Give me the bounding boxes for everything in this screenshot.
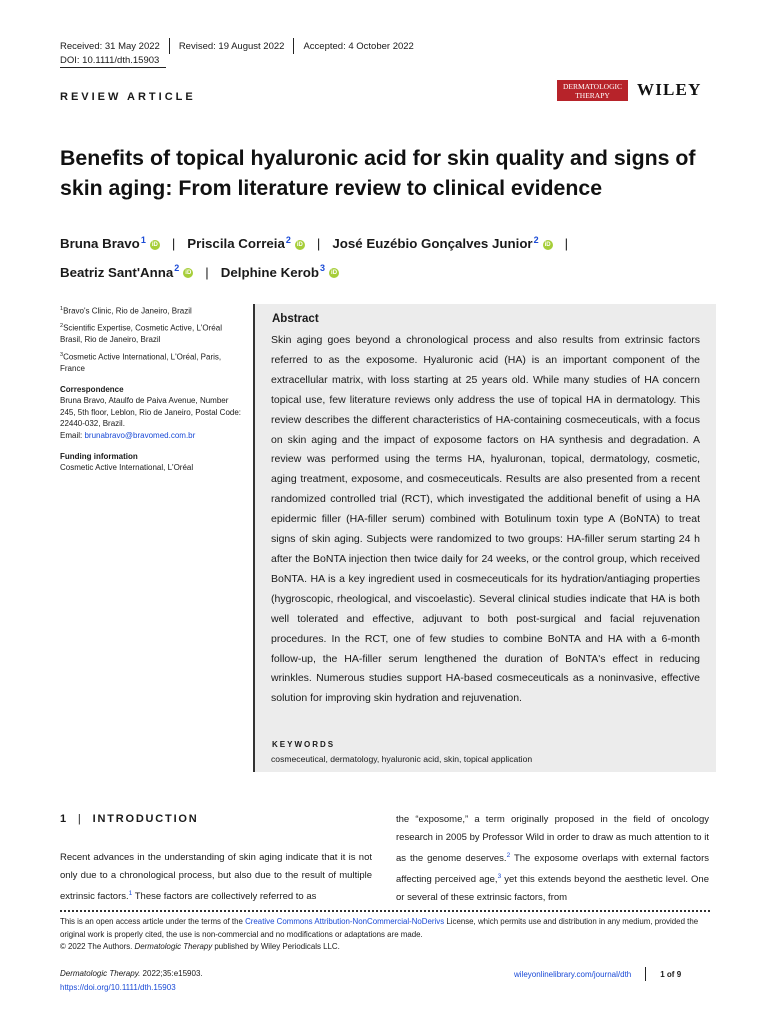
journal-site-link[interactable]: wileyonlinelibrary.com/journal/dth [514,969,632,979]
article-title: Benefits of topical hyaluronic acid for skin quality and signs of skin aging: From literature review to clinical evidence [60,146,696,200]
orcid-icon[interactable]: iD [544,241,551,248]
affiliation: $^2$Scientific Expertise, Cosmetic Active, L'Oréal Brasil, Rio de Janeiro, Brazil [60,323,222,345]
citation-link[interactable]: 1 [128,890,133,897]
affiliation: $^1$Bravo's Clinic, Rio de Janeiro, Brazil [60,306,192,316]
article-info-sidebar [60,304,245,478]
journal-logo-line2: THERAPY [575,90,610,100]
publisher-logo[interactable]: WILEY [637,80,702,99]
received-date: Received: 31 May 2022 [60,40,160,52]
correspondence-text: Bruna Bravo, Ataulfo de Paiva Avenue, Number 245, 5th floor, Leblon, Rio de Janeiro, Postal Code: 22440-032, Brazil. Email: brunabravo@bravomed.com.br [60,396,242,440]
orcid-icon[interactable]: iD [296,241,303,248]
divider [645,967,646,981]
body-text-right: the “exposome,” a term originally proposed in the field of oncology research in 2005 by Professor Wild in order to draw as much attention to it as the genome deserves.$^2$ The exposome overlaps with external factors affecting perceived age,$^3$ yet this extends beyond the aesthetic level. One or several of these extrinsic factors, from [396,814,709,904]
divider [293,38,294,54]
orcid-icon[interactable]: iD [185,270,192,277]
citation-link[interactable]: 2 [506,852,511,859]
email-link[interactable]: brunabravo@bravomed.com.br [84,430,196,440]
correspondence-heading: Correspondence [60,385,124,394]
journal-logo-line1: DERMATOLOGIC [562,81,623,91]
author[interactable]: José Euzébio Gonçalves Junior$^2$ iD [332,235,551,252]
section-heading: 1 | INTRODUCTION [60,813,199,825]
author[interactable]: Delphine Kerob$^3$ iD [220,263,338,280]
abstract-text: Skin aging goes beyond a chronological process and also results from extrinsic factors referred to as the exposome. Hyaluronic acid (HA) is an important component of the extracellular matrix, with loss starting at 25 years old. While many studies of HA concern topical use, few literature reviews only address the use of topical HA in dermatology. This review describes the different characteristics of HA-containing cosmeceuticals, with a focus on skin aging and the impact of exposome factors on HA synthesis and degradation. A review was performed using the terms HA, hyaluronan, topical, dermatology, cosmetic, aging treatment, exposome, and cosmeceuticals. Results are also presented from a recent randomized controlled trial (RCT), which investigated the additional benefit of using a HA epidermic filler (HA-filler serum) combined with Botulinum toxin type A (BoNTA) to treat signs of skin aging. Subjects were randomized to two groups: HA-filler serum starting 24 h after the BoNTA injection then twice daily for 24 weeks, or the control group, which received BoNTA. HA is a key ingredient used in cosmeceuticals for its hydration/antiaging properties (hygroscopic, rheological, and viscoelastic). Several clinical studies indicate that HA is both well tolerated and effective, adjuvant to both post-surgical and facial rejuvenation procedures. In the RCT, one of few studies to combine BoNTA and HA with a 6-month follow-up, the HA-filler serum lengthened the duration of BoNTA's effect in reducing wrinkles. Numerous studies support HA-based cosmeceuticals as a noninvasive, effective solution for improving skin hydration and rejuvenation. [271,334,700,705]
orcid-icon[interactable]: iD [331,270,338,277]
license-link[interactable]: Creative Commons Attribution-NonCommercial-NoDerivs [245,917,445,926]
affiliation: $^3$Cosmetic Active International, L'Oréal, Paris, France [60,351,222,373]
publication-dates [60,38,414,54]
footer-citation: Dermatologic Therapy. 2022;35:e15903. https://doi.org/10.1111/dth.15903 [60,969,203,992]
keywords-heading: KEYWORDS [272,740,336,749]
divider [169,38,170,54]
citation-link[interactable]: 3 [497,873,502,881]
license-note: This is an open access article under the terms of the Creative Commons Attribution-NonCommercial-NoDerivs License, which permits use and distribution in any medium, provided the original work is properly cited, the use is non-commercial and no modifications or adaptations are made. © 2022 The Authors. Dermatologic Therapy published by Wiley Periodicals LLC. [60,917,699,952]
header-rule [60,67,166,68]
revised-date: Revised: 19 August 2022 [178,40,285,52]
page-number: 1 of 9 [660,969,682,979]
license-divider [60,910,710,912]
author[interactable]: Bruna Bravo$^1$ iD [60,235,158,252]
doi: DOI: 10.1111/dth.15903 [60,55,160,66]
journal-logo[interactable] [557,80,628,101]
doi-link[interactable]: https://doi.org/10.1111/dth.15903 [60,983,176,992]
accepted-date: Accepted: 4 October 2022 [303,40,414,52]
author[interactable]: Beatriz Sant'Anna$^2$ iD [60,263,192,280]
orcid-icon[interactable]: iD [151,241,158,248]
author[interactable]: Priscila Correia$^2$ iD [187,235,303,252]
funding-text: Cosmetic Active International, L'Oréal [60,463,194,473]
section-type: REVIEW ARTICLE [60,91,196,103]
footer-right [514,967,681,981]
funding-heading: Funding information [60,452,138,462]
abstract-heading: Abstract [272,313,319,325]
author-list: Bruna Bravo$^1$ iD | Priscila Correia$^2$ iD | José Euzébio Gonçalves Junior$^2$ iD | Beatriz Sant'Anna$^2$ iD | Delphine Kerob$^3$ iD [60,235,569,280]
body-text-left: Recent advances in the understanding of skin aging indicate that it is not only due to a chronological process, but also due to the result of multiple extrinsic factors.$^1$ These factors are collectively referred to as [60,852,372,903]
keywords: cosmeceutical, dermatology, hyaluronic acid, skin, topical application [271,754,533,764]
